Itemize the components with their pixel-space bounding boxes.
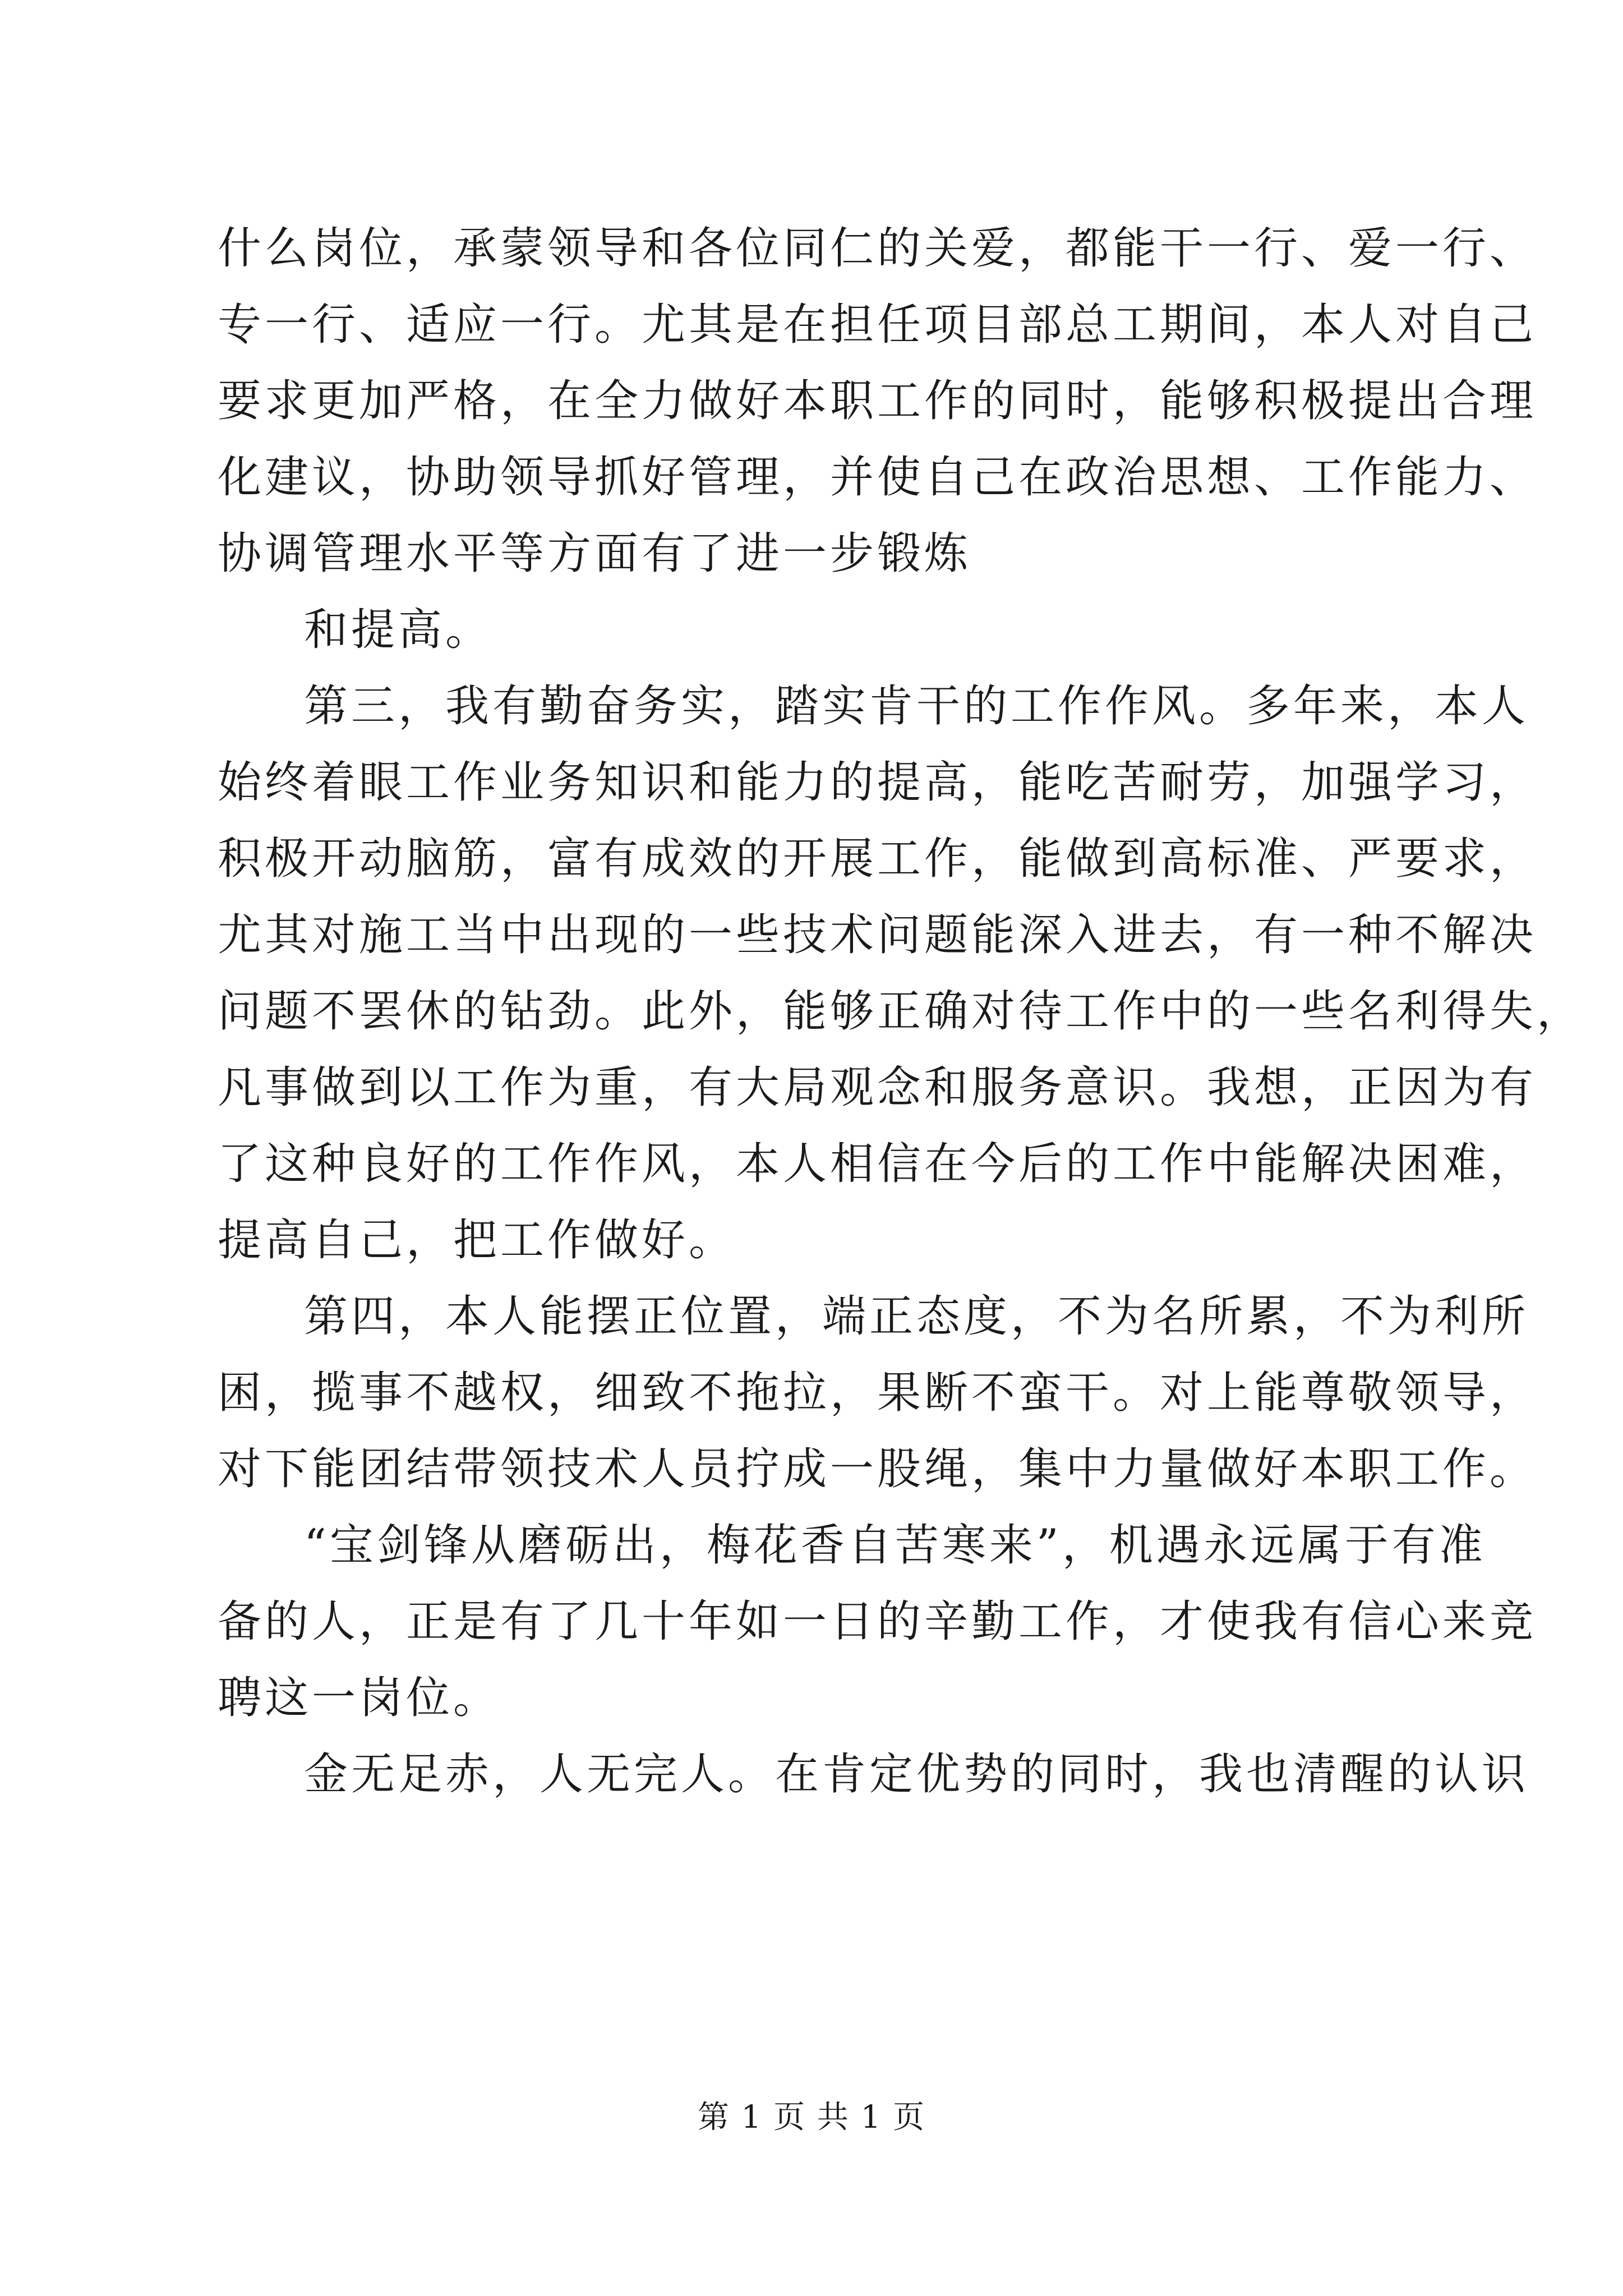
text-line: 和提高。 bbox=[304, 605, 493, 655]
text-line: 始终着眼工作业务知识和能力的提高，能吃苦耐劳，加强学习， bbox=[218, 757, 1537, 808]
text-line: 尤其对施工当中出现的一些技术问题能深入进去，有一种不解决 bbox=[218, 910, 1537, 960]
body-text bbox=[218, 210, 1584, 1812]
text-line: 什么岗位，承蒙领导和各位同仁的关爱，都能干一行、爱一行、 bbox=[218, 223, 1537, 274]
text-line: 专一行、适应一行。尤其是在担任项目部总工期间，本人对自己 bbox=[218, 300, 1537, 350]
page-number-footer: 第 1 页 共 1 页 bbox=[697, 2099, 926, 2136]
text-line: 提高自己，把工作做好。 bbox=[218, 1215, 736, 1266]
paragraph-start-line: 第四，本人能摆正位置，端正态度，不为名所累，不为利所 bbox=[304, 1291, 1529, 1342]
paragraph-start-line: “宝剑锋从磨砺出，梅花香自苦寒来”，机遇永远属于有准 bbox=[304, 1520, 1486, 1571]
text-line: 要求更加严格，在全力做好本职工作的同时，能够积极提出合理 bbox=[218, 376, 1537, 426]
text-line: 了这种良好的工作作风，本人相信在今后的工作中能解决困难， bbox=[218, 1139, 1537, 1189]
text-line: 协调管理水平等方面有了进一步锻炼 bbox=[218, 528, 972, 579]
text-line: 问题不罢休的钻劲。此外，能够正确对待工作中的一些名利得失， bbox=[218, 986, 1584, 1037]
text-line: 备的人，正是有了几十年如一日的辛勤工作，才使我有信心来竞 bbox=[218, 1596, 1537, 1647]
paragraph-start-line: 金无足赤，人无完人。在肯定优势的同时，我也清醒的认识 bbox=[304, 1749, 1529, 1800]
text-line: 对下能团结带领技术人员拧成一股绳，集中力量做好本职工作。 bbox=[218, 1444, 1537, 1494]
text-line: 凡事做到以工作为重，有大局观念和服务意识。我想，正因为有 bbox=[218, 1062, 1537, 1113]
text-line: 化建议，协助领导抓好管理，并使自己在政治思想、工作能力、 bbox=[218, 452, 1537, 503]
paragraph-start-line: 第三，我有勤奋务实，踏实肯干的工作作风。多年来，本人 bbox=[304, 681, 1529, 731]
text-line: 积极开动脑筋，富有成效的开展工作，能做到高标准、严要求， bbox=[218, 834, 1537, 884]
text-line: 聘这一岗位。 bbox=[218, 1673, 501, 1723]
text-line: 困，揽事不越权，细致不拖拉，果断不蛮干。对上能尊敬领导， bbox=[218, 1368, 1537, 1418]
